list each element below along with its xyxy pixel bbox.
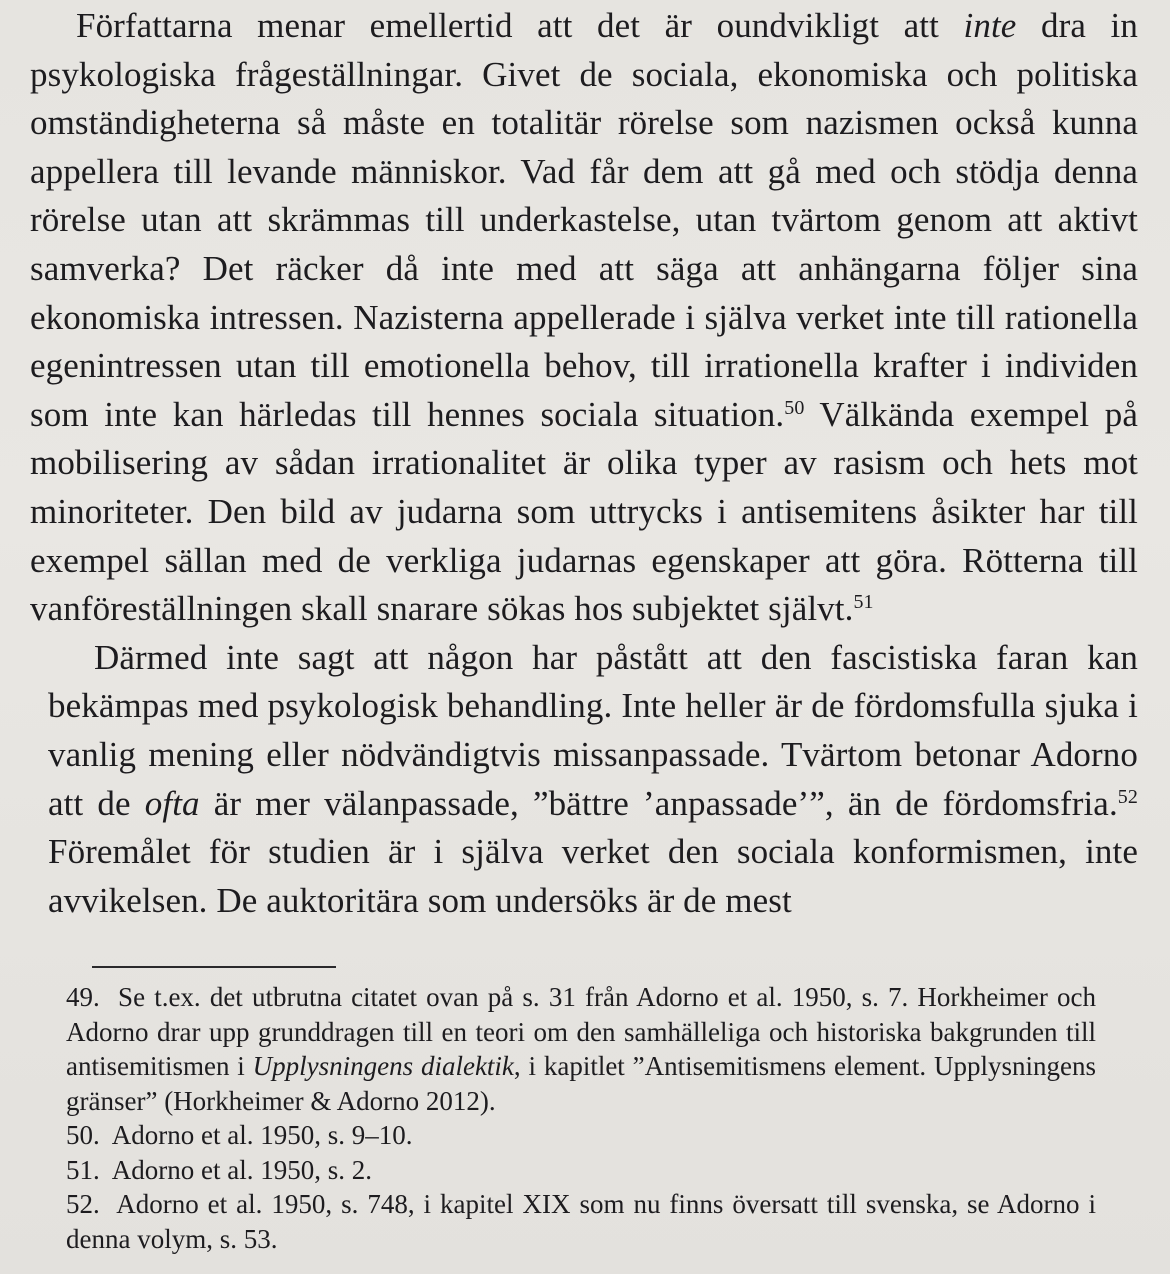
footnote-49-number: 49. bbox=[66, 982, 100, 1012]
footnote-52-text: Adorno et al. 1950, s. 748, i kapitel XIX som nu finns översatt till svenska, se Adorno i denna volym, s. 53. bbox=[66, 1189, 1096, 1254]
paragraph-2-italic-ofta: ofta bbox=[144, 783, 200, 823]
paragraph-2-text-b: är mer välanpassade, ”bättre ’anpassade’”, än de fördomsfria. bbox=[199, 783, 1118, 823]
footnote-49-text-a: Se t.ex. det utbrutna citatet ovan på s. 31 från Adorno et al. 1950, s. 7. Horkheimer och Adorno drar upp grunddragen till en teori om den samhälleliga och historiska bakgrunden till antisemitismen i bbox=[66, 982, 1097, 1081]
paragraph-2 bbox=[30, 634, 1138, 926]
footnote-49 bbox=[66, 980, 1096, 1118]
footnote-49-italic-title: Upplysningens dialektik bbox=[252, 1051, 514, 1081]
body-text bbox=[30, 2, 1138, 925]
footnote-52-number: 52. bbox=[66, 1189, 100, 1219]
footnotes bbox=[66, 980, 1096, 1256]
footnote-ref-51: 51 bbox=[853, 591, 874, 614]
footnote-52 bbox=[66, 1187, 1096, 1256]
footnote-51-text: Adorno et al. 1950, s. 2. bbox=[111, 1154, 372, 1185]
paragraph-1-text-a: Författarna menar emellertid att det är oundvikligt att bbox=[76, 6, 964, 45]
footnote-ref-50: 50 bbox=[784, 396, 805, 419]
paragraph-1-text-c: Välkända exempel på mobilisering av sådan irrationalitet är olika typer av rasism och hets mot minoriteter. Den bild av judarna som uttrycks i antisemitens åsikter har till exempel sällan med de verkliga judarnas egenskaper att göra. Rötterna till vanföreställningen skall snarare sökas hos subjektet självt. bbox=[30, 394, 1138, 629]
footnote-50-number: 50. bbox=[66, 1120, 100, 1150]
footnote-ref-52: 52 bbox=[1117, 785, 1138, 808]
footnote-49-text-b: , i kapitlet ”Antisemitismens element. Upplysningens gränser” (Horkheimer & Adorno 2012). bbox=[66, 1051, 1096, 1116]
paragraph-1-text-b: dra in psykologiska frågeställningar. Givet de sociala, ekonomiska och politiska omständigheterna så måste en totalitär rörelse som nazismen också kunna appellera till levande människor. Vad får dem att gå med och stödja denna rörelse utan att skrämmas till underkastelse, utan tvärtom genom att aktivt samverka? Det räcker då inte med att säga att anhängarna följer sina ekonomiska intressen. Nazisterna appellerade i själva verket inte till rationella egenintressen utan till emotionella behov, till irrationella krafter i individen som inte kan härledas till hennes sociala situation. bbox=[30, 6, 1138, 434]
paragraph-2-text-c: Föremålet för studien är i själva verket den sociala konformismen, inte avvikelsen. De auktoritära som undersöks är de mest bbox=[48, 832, 1138, 920]
paragraph-2-text-a: Därmed inte sagt att någon har påstått att den fascistiska faran kan bekämpas med psykologisk behandling. Inte heller är de fördomsfulla sjuka i vanlig mening eller nödvändigtvis missanpassade. Tvärtom betonar Adorno att de bbox=[48, 637, 1138, 823]
paragraph-1-italic-inte: inte bbox=[963, 6, 1017, 45]
paragraph-1 bbox=[30, 2, 1138, 634]
footnote-divider bbox=[92, 966, 336, 968]
footnote-50-text: Adorno et al. 1950, s. 9–10. bbox=[111, 1120, 413, 1150]
footnote-51-number: 51. bbox=[66, 1154, 100, 1185]
footnote-51 bbox=[66, 1153, 1096, 1188]
footnote-50 bbox=[66, 1118, 1096, 1153]
